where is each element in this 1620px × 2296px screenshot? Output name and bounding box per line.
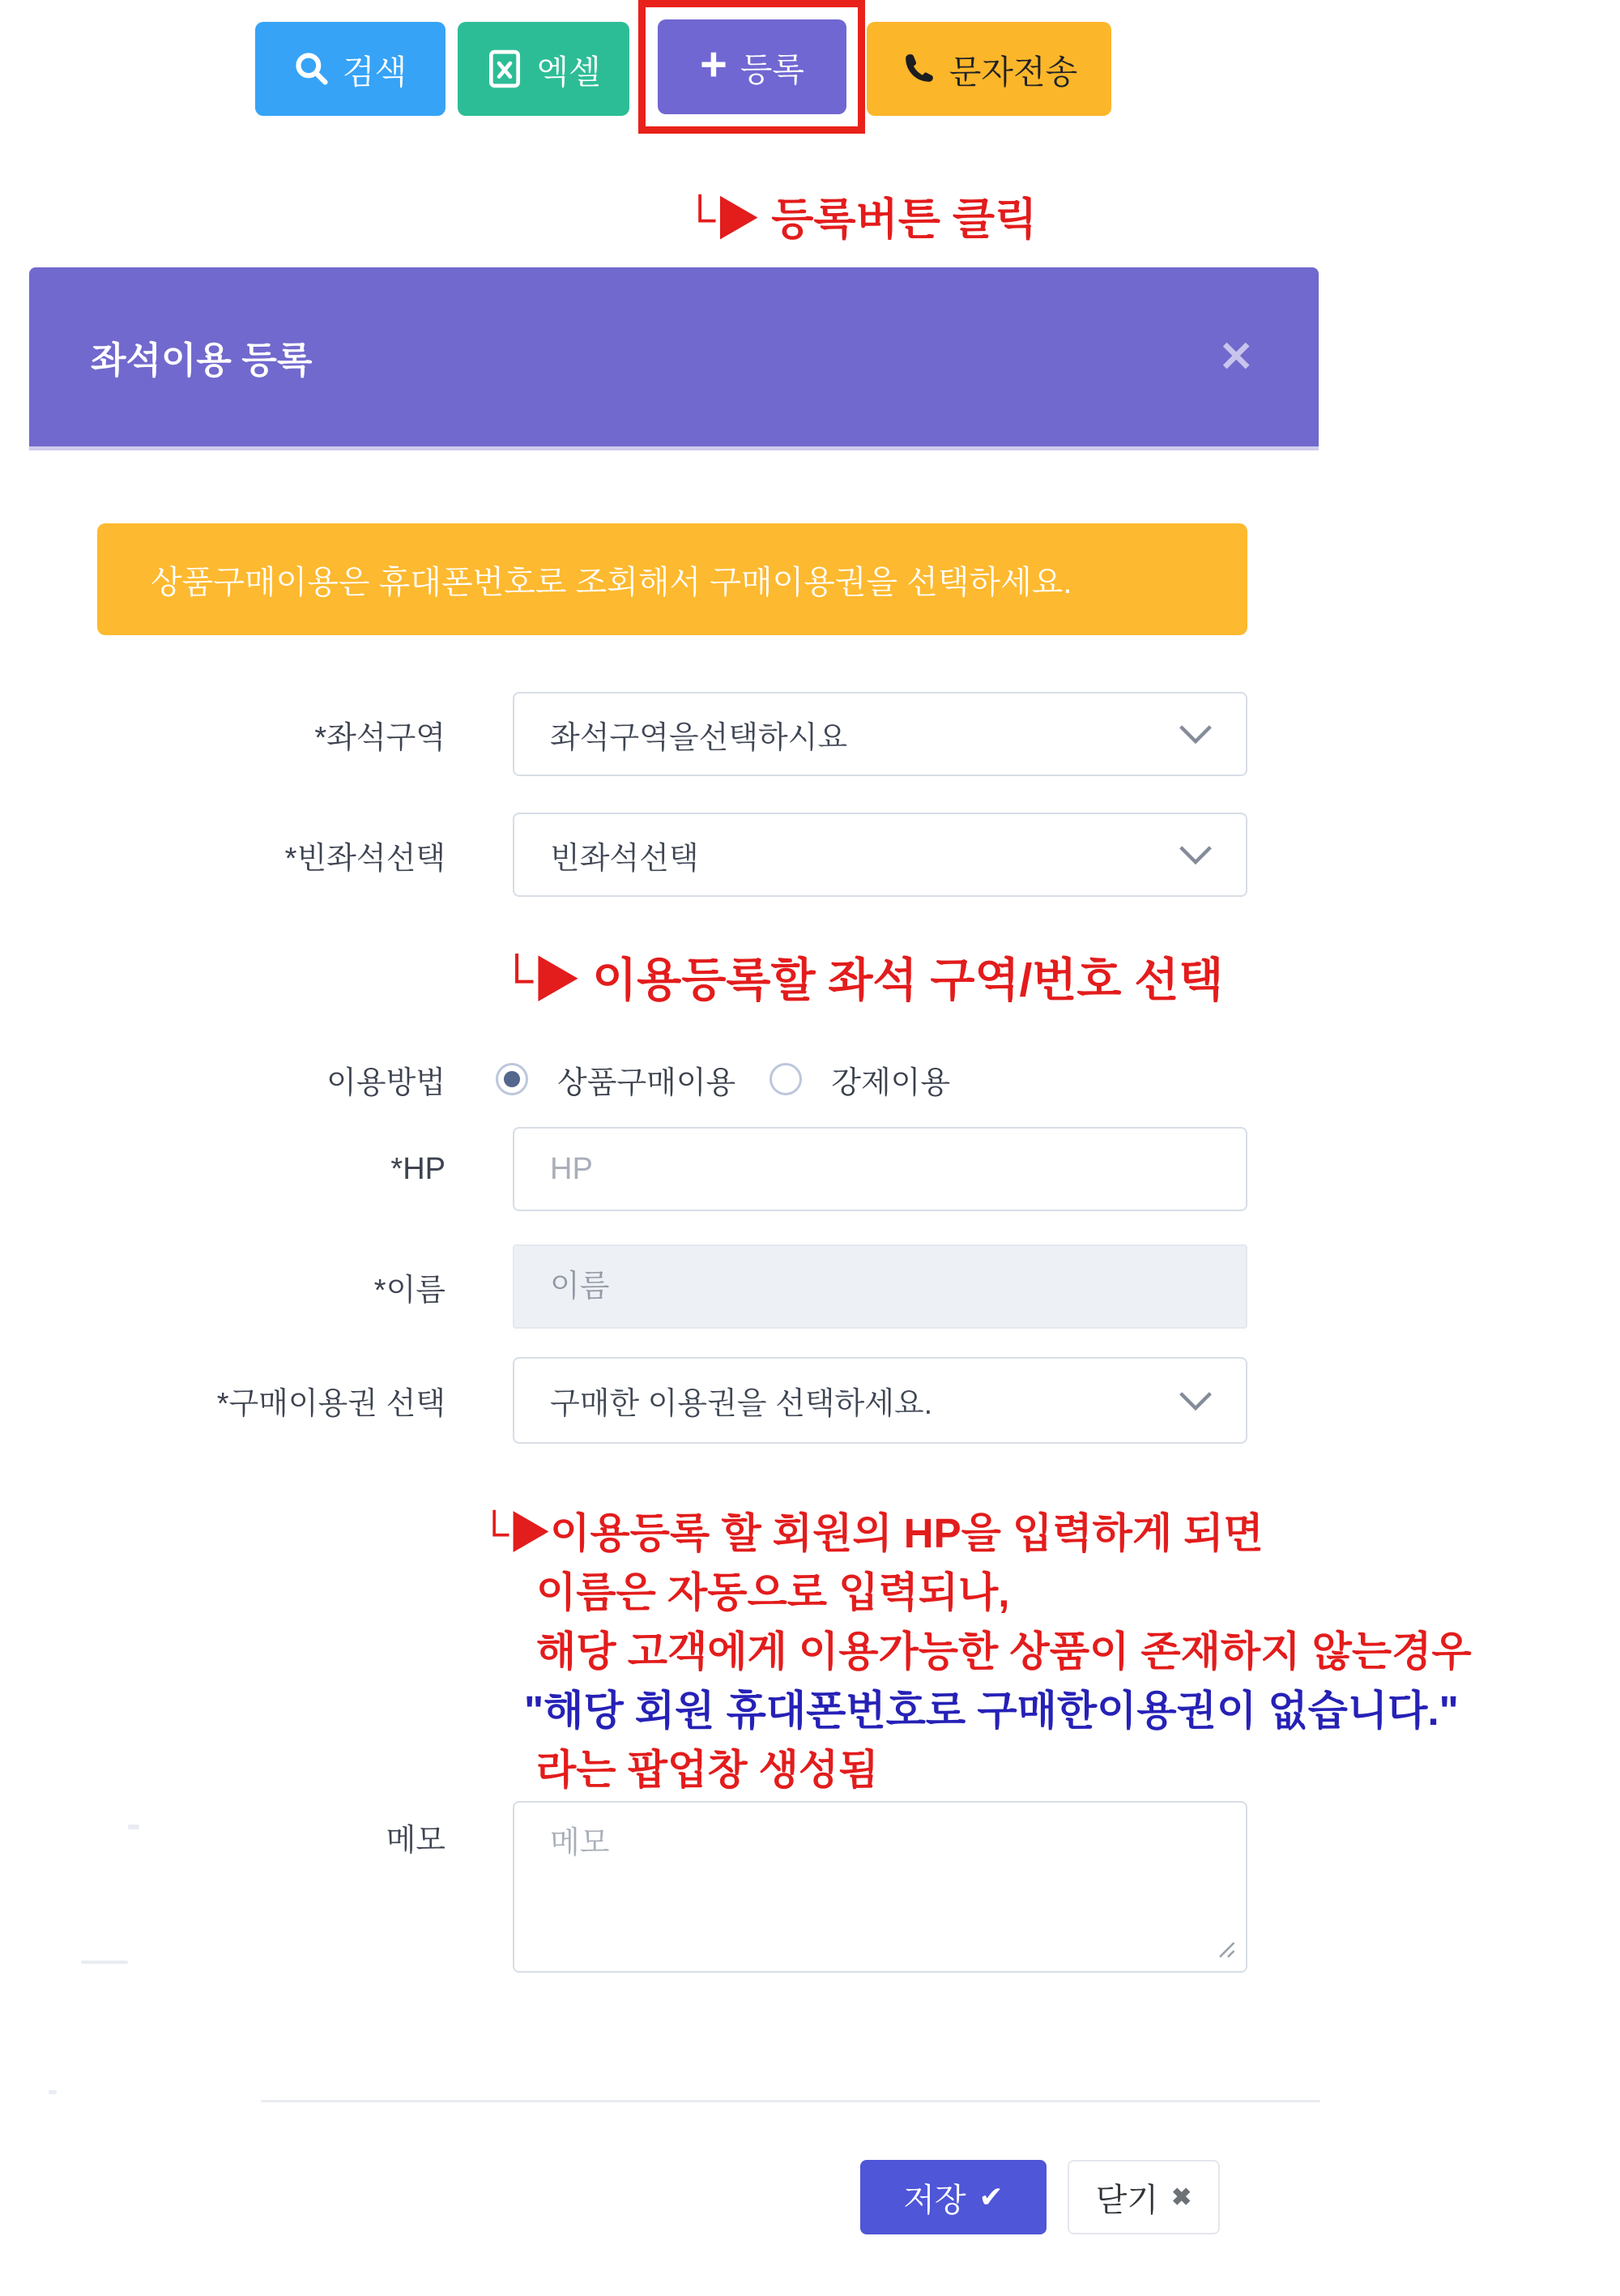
screenshot-artifact	[49, 2090, 57, 2094]
sms-button-label: 문자전송	[949, 53, 1078, 91]
seat-zone-select-value: 좌석구역을선택하시요	[550, 720, 848, 755]
register-button-label: 등록	[740, 51, 805, 88]
modal-header	[29, 267, 1319, 450]
check-icon: ✔	[978, 2180, 1004, 2213]
hp-label: *HP	[390, 1151, 446, 1186]
ticket-label: *구매이용권 선택	[216, 1387, 446, 1421]
seat-zone-select[interactable]	[513, 692, 1247, 776]
annotation-seat-select: └▶ 이용등록할 좌석 구역/번호 선택	[501, 954, 1224, 1006]
radio-forced-usage[interactable]	[770, 1057, 950, 1102]
name-label: *이름	[373, 1273, 446, 1308]
close-button-label: 닫기	[1095, 2182, 1159, 2218]
phone-icon	[901, 51, 936, 87]
chevron-down-icon	[1178, 1390, 1213, 1411]
search-button-label: 검색	[342, 53, 407, 91]
excel-button[interactable]	[458, 22, 629, 116]
excel-button-label: 엑셀	[536, 53, 601, 91]
usage-method-label: 이용방법	[326, 1065, 446, 1100]
annotation-line: 이름은 자동으로 입력되나,	[536, 1569, 1010, 1615]
radio-label: 상품구매이용	[557, 1065, 736, 1100]
save-button-label: 저장	[903, 2182, 966, 2218]
chevron-down-icon	[1178, 844, 1213, 865]
radio-selected-icon	[496, 1063, 528, 1095]
modal-close-icon[interactable]: ✕	[1218, 333, 1254, 381]
hp-input[interactable]	[513, 1127, 1247, 1211]
empty-seat-label: *빈좌석선택	[284, 841, 446, 876]
register-button[interactable]: + 등록	[658, 19, 846, 114]
screenshot-artifact	[81, 1961, 128, 1964]
screenshot-artifact	[128, 1824, 139, 1829]
radio-product-purchase-usage[interactable]	[496, 1057, 735, 1102]
annotation-line-popup-message: "해당 회원 휴대폰번호로 구매한이용권이 없습니다."	[524, 1688, 1459, 1734]
empty-seat-select[interactable]	[513, 813, 1247, 897]
notice-text: 상품구매이용은 휴대폰번호로 조회해서 구매이용권을 선택하세요.	[151, 564, 1072, 600]
annotation-register-click: └▶ 등록버튼 클릭	[684, 195, 1038, 244]
ticket-select-value: 구매한 이용권을 선택하세요.	[550, 1387, 933, 1421]
excel-file-icon	[486, 49, 523, 89]
chevron-down-icon	[1178, 723, 1213, 745]
radio-label: 강제이용	[831, 1065, 951, 1100]
resize-handle-icon[interactable]	[1212, 1935, 1236, 1959]
annotation-line: 라는 팝업창 생성됨	[536, 1747, 879, 1793]
close-button[interactable]	[1068, 2160, 1220, 2234]
empty-seat-select-value: 빈좌석선택	[550, 841, 699, 876]
memo-textarea[interactable]	[513, 1801, 1247, 1973]
modal-title: 좌석이용 등록	[91, 339, 313, 381]
footer-divider	[261, 2100, 1320, 2102]
save-button[interactable]	[860, 2160, 1047, 2234]
seat-zone-label: *좌석구역	[314, 720, 446, 755]
x-icon: ✖	[1171, 2183, 1192, 2211]
search-button[interactable]	[255, 22, 446, 116]
annotation-line: 해당 고객에게 이용가능한 상품이 존재하지 않는경우	[536, 1628, 1472, 1675]
name-input	[513, 1244, 1247, 1329]
annotation-line: └▶이용등록 할 회원의 HP을 입력하게 되면	[480, 1510, 1264, 1556]
usage-method-radio-group	[496, 1053, 950, 1105]
search-icon	[294, 51, 330, 87]
annotation-hp-note	[480, 1504, 1472, 1799]
notice-banner	[97, 523, 1247, 635]
memo-label: 메모	[386, 1823, 446, 1858]
radio-unselected-icon	[770, 1063, 802, 1095]
ticket-select[interactable]	[513, 1357, 1247, 1444]
sms-send-button[interactable]	[867, 22, 1111, 116]
